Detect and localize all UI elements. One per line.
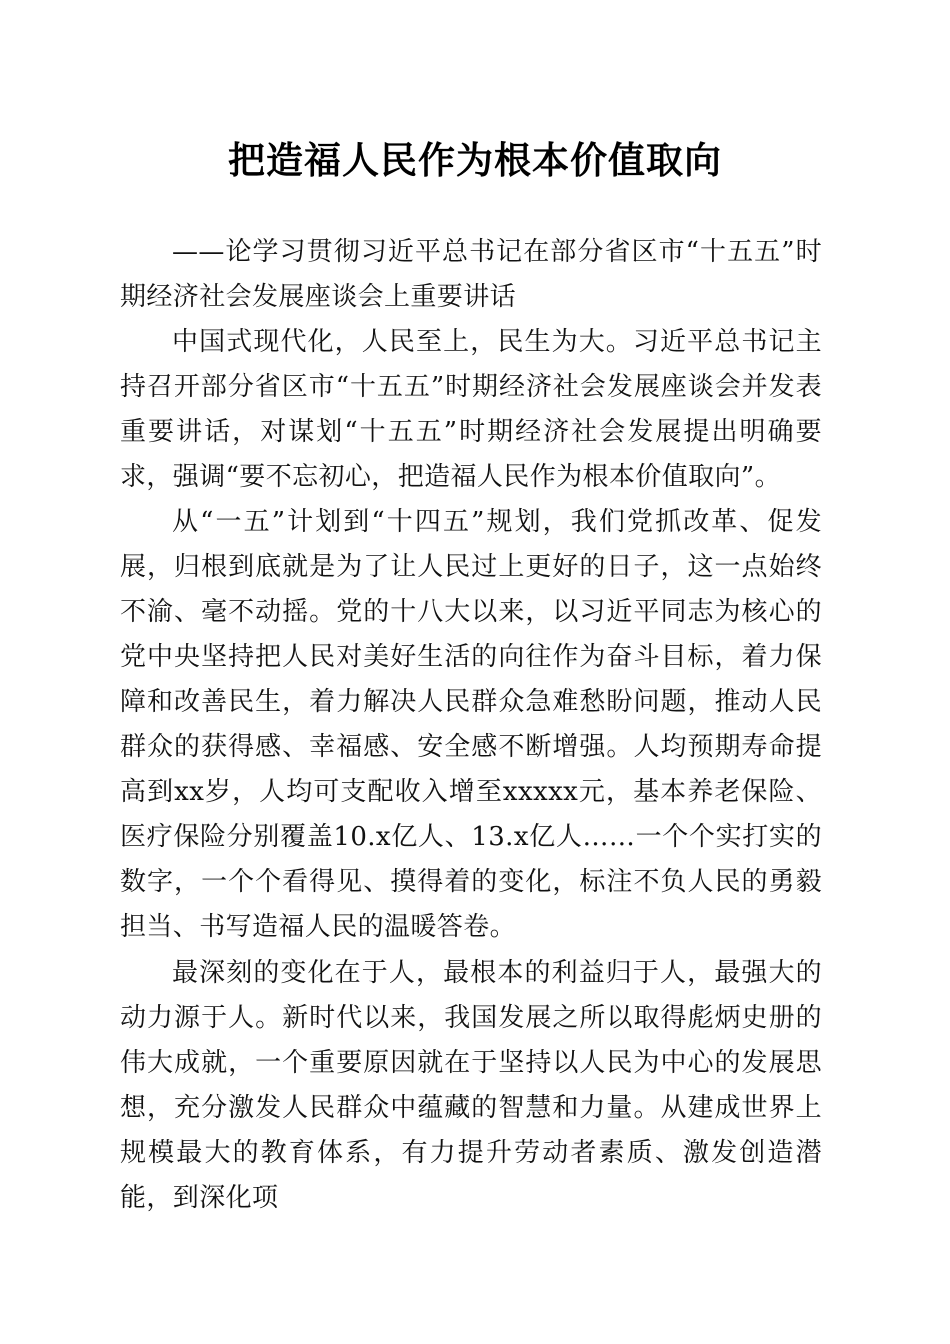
body-paragraph-3: 最深刻的变化在于人，最根本的利益归于人，最强大的动力源于人。新时代以来，我国发展之所以取得彪炳史册的伟大成就，一个重要原因就在于坚持以人民为中心的发展思想，充分激发人民群众中蕴藏的智慧和力量。从建成世界上规模最大的教育体系，有力提升劳动者素质、激发创造潜能，到深化项 xyxy=(120,958,822,1213)
body-paragraph-2: 从“一五”计划到“十四五”规划，我们党抓改革、促发展，归根到底就是为了让人民过上更好的日子，这一点始终不渝、毫不动摇。党的十八大以来，以习近平同志为核心的党中央坚持把人民对美好生活的向往作为奋斗目标，着力保障和改善民生，着力解决人民群众急难愁盼问题，推动人民群众的获得感、幸福感、安全感不断增强。人均预期寿命提高到xx岁，人均可支配收入增至xxxxx元，基本养老保险、医疗保险分别覆盖10.x亿人、13.x亿人……一个个实打实的数字，一个个看得见、摸得着的变化，标注不负人民的勇毅担当、书写造福人民的温暖答卷。 xyxy=(120,507,822,942)
document-title: 把造福人民作为根本价值取向 xyxy=(228,138,722,182)
subtitle-paragraph: ——论学习贯彻习近平总书记在部分省区市“十五五”时期经济社会发展座谈会上重要讲话 xyxy=(120,237,822,312)
document-body xyxy=(120,230,822,1221)
body-paragraph-1: 中国式现代化，人民至上，民生为大。习近平总书记主持召开部分省区市“十五五”时期经济社会发展座谈会并发表重要讲话，对谋划“十五五”时期经济社会发展提出明确要求，强调“要不忘初心，把造福人民作为根本价值取向”。 xyxy=(120,327,822,492)
